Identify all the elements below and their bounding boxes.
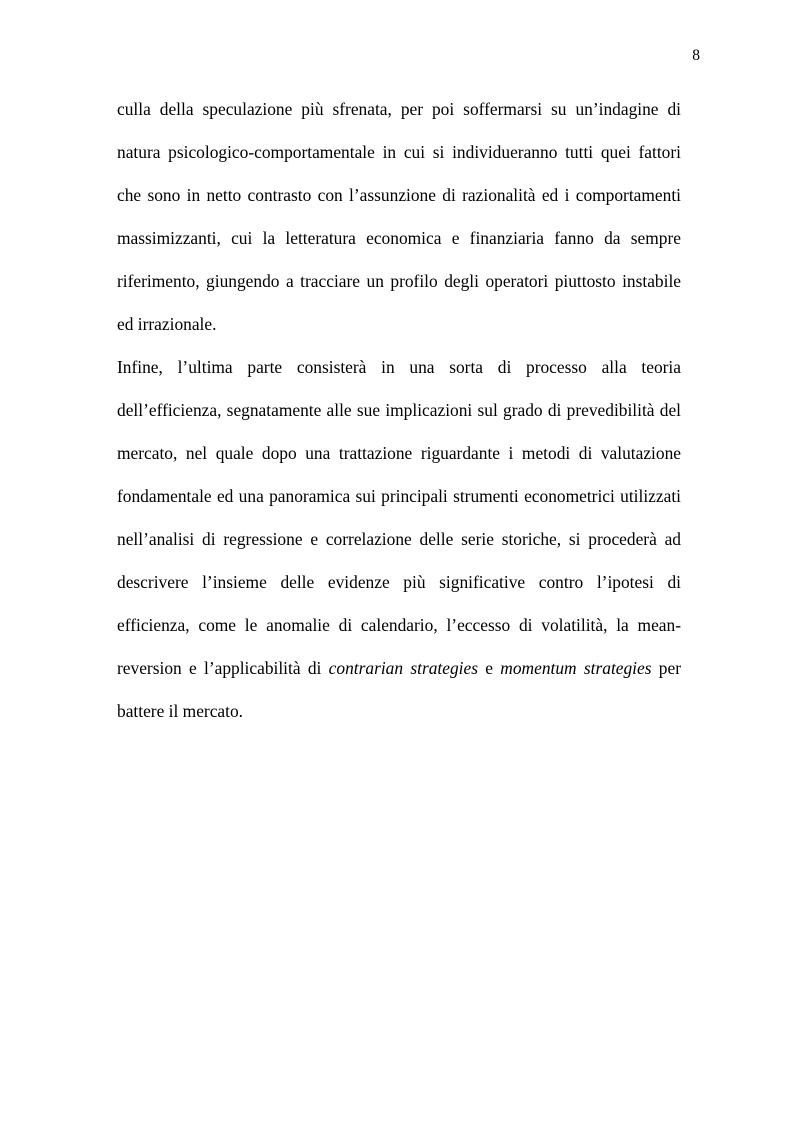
body-text xyxy=(117,88,681,733)
paragraph-2-italic-contrarian: contrarian strategies xyxy=(328,658,478,678)
paragraph-2-connector: e xyxy=(477,658,501,678)
paragraph-2-italic-momentum: momentum strategies xyxy=(500,658,652,678)
paragraph-1: culla della speculazione più sfrenata, per poi soffermarsi su un’indagine di natura psicologico-comportamentale in cui si individueranno tutti quei fattori che sono in netto contrasto con l’assunzione di razionalità ed i comportamenti massimizzanti, cui la letteratura economica e finanziaria fanno da sempre riferimento, giungendo a tracciare un profilo degli operatori piuttosto instabile ed irrazionale. xyxy=(117,99,681,334)
paragraph-2-text-after: per battere il mercato. xyxy=(117,658,682,721)
paragraph-2-text-before: Infine, l’ultima parte consisterà in una sorta di processo alla teoria dell’efficienza, segnatamente alle sue implicazioni sul grado di prevedibilità del mercato, nel quale dopo una trattazione riguardante i metodi di valutazione fondamentale ed una panoramica sui principali strumenti econometrici utilizzati nell’analisi di regressione e correlazione delle serie storiche, si procederà ad descrivere l’insieme delle evidenze più significative contro l’ipotesi di efficienza, come le anomalie di calendario, l’eccesso di volatilità, la mean-reversion e l’applicabilità di xyxy=(117,357,681,678)
paragraph-2 xyxy=(117,346,681,733)
page-number: 8 xyxy=(692,47,700,64)
